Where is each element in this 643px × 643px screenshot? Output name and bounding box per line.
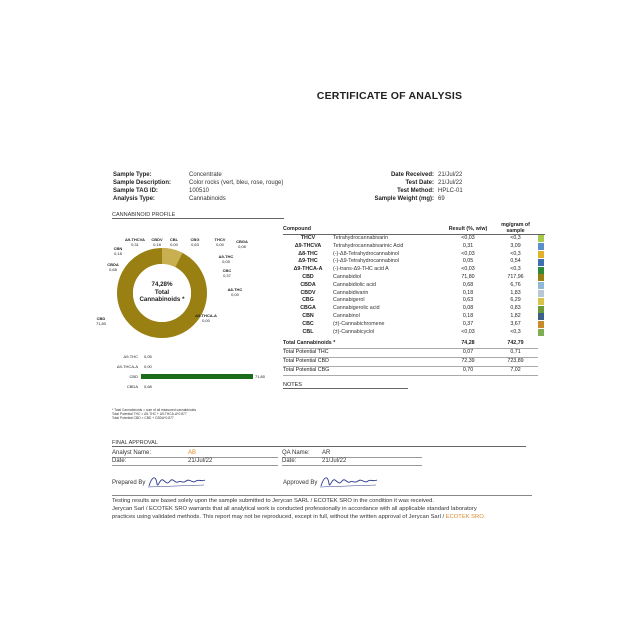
- table-row: [283, 305, 545, 313]
- compound-name: (-)-trans-Δ9-THC acid A: [333, 266, 389, 273]
- result-percent: 0,31: [462, 242, 474, 249]
- compound-name: Tetrahydrocannabivarin: [333, 235, 389, 241]
- test-method-label: Test Method:: [397, 188, 434, 194]
- compound-code: CBN: [302, 312, 314, 319]
- footer-disclaimer: [112, 495, 532, 522]
- compound-name: (-)-Δ9-Tetrahydrocannabinol: [333, 258, 399, 265]
- result-mg: <0,3: [510, 266, 521, 273]
- compound-name: Cannabinol: [333, 312, 360, 319]
- total-label: Total Potential CBG: [283, 366, 443, 375]
- color-swatch: [538, 282, 545, 290]
- table-row: [283, 290, 545, 298]
- compound-name: Cannabidivarin: [333, 289, 369, 296]
- donut-label-d9thcva: Δ9-THCVA 0,31: [125, 237, 145, 247]
- qa-date-value: 21/Jul/22: [322, 458, 347, 464]
- donut-label-d8thc: Δ8-THC 0,00: [227, 287, 243, 297]
- color-swatch: [538, 235, 545, 243]
- total-label: Total Potential CBD: [283, 357, 443, 366]
- donut-center-text: [138, 281, 186, 304]
- compound-code: Δ8-THC: [298, 250, 318, 257]
- page-title: CERTIFICATE OF ANALYSIS: [316, 90, 463, 102]
- compound-code: CBD: [302, 273, 314, 280]
- result-percent: 0,18: [462, 312, 474, 319]
- sample-values-left: [189, 171, 299, 203]
- total-mg: 7,02: [493, 366, 538, 375]
- donut-label-cbda: CBDA 0,68: [107, 262, 119, 272]
- table-row: [283, 282, 545, 290]
- result-mg: 6,29: [510, 297, 521, 304]
- donut-label-d9thcaa: Δ9-THCA-A 0,00: [195, 313, 217, 323]
- table-row: [283, 266, 545, 274]
- compound-code: CBDV: [300, 289, 316, 296]
- approved-by-label: Approved By: [283, 480, 318, 486]
- table-row: [283, 297, 545, 305]
- donut-center-line1: Total: [154, 288, 170, 296]
- table-row: [283, 235, 545, 243]
- color-swatch: [538, 251, 545, 259]
- analyst-name-label: Analyst Name:: [112, 450, 152, 456]
- compound-code: CBL: [302, 328, 314, 335]
- donut-label-cbn: CBN 0,18: [113, 246, 123, 256]
- color-swatch: [538, 329, 545, 337]
- sample-tag-label: Sample TAG ID:: [113, 188, 158, 194]
- compound-code: Δ9-THCVA: [294, 242, 322, 249]
- footnote-total-cbd: Total Potential CBD = CBD + CBDA*0.877: [112, 416, 174, 421]
- compound-code: CBGA: [300, 305, 316, 312]
- total-percent: 72,39: [443, 357, 493, 366]
- cannabinoid-bar-chart: [112, 354, 272, 394]
- compound-name: (-)-Δ8-Tetrahydrocannabinol: [333, 250, 399, 257]
- result-percent: 0,37: [462, 320, 474, 327]
- result-mg: 6,76: [510, 281, 521, 288]
- prepared-by-signature: [146, 472, 208, 490]
- donut-label-cbg: CBG 0,63: [190, 237, 200, 247]
- donut-label-cbga: CBGA 0,08: [236, 239, 248, 249]
- compound-code: THCV: [300, 235, 316, 241]
- total-row: [283, 357, 545, 366]
- header-compound: Compound: [283, 222, 333, 235]
- bar-value-d9thcaa: 0,00: [144, 364, 152, 369]
- results-table: [283, 222, 545, 389]
- sample-description-value: Color rocks (vert, bleu, rose, rouge): [189, 180, 284, 186]
- analyst-date-value: 21/Jul/22: [188, 458, 213, 464]
- result-percent: <0,03: [461, 250, 475, 257]
- bar-cbd: [141, 374, 253, 379]
- total-mg: 742,79: [493, 340, 538, 348]
- result-mg: <0,3: [510, 250, 521, 257]
- compound-name: Cannabidiol: [333, 273, 361, 280]
- total-percent: 0,07: [443, 349, 493, 358]
- sample-weight-label: Sample Weight (mg):: [374, 196, 434, 202]
- donut-slice-minor: [162, 256, 179, 260]
- color-swatch: [538, 274, 545, 282]
- result-percent: <0,03: [461, 328, 475, 335]
- donut-label-thcv: THCV 0,00: [214, 237, 226, 247]
- donut-label-d9thc: Δ9-THC 0,05: [218, 254, 234, 264]
- result-mg: 717,96: [507, 273, 524, 280]
- sample-tag-value: 100510: [189, 188, 210, 194]
- footnote-total-cannabinoids: * Total Cannabinoids = sum of all measured cannabinoids: [112, 408, 196, 412]
- donut-label-cbl: CBL 0,00: [169, 237, 179, 247]
- sample-description-label: Sample Description:: [113, 180, 172, 186]
- test-method-value: HPLC-01: [438, 188, 463, 194]
- table-row: [283, 251, 545, 259]
- bar-label-cbd: CBD: [129, 374, 138, 379]
- date-received-value: 21/Jul/22: [438, 172, 463, 178]
- table-row: [283, 321, 545, 329]
- color-swatch: [538, 321, 545, 329]
- result-mg: 1,82: [510, 312, 521, 319]
- color-swatch: [538, 258, 545, 266]
- qa-name-label: QA Name:: [282, 450, 310, 456]
- result-mg: 0,83: [510, 305, 521, 312]
- compound-name: (±)-Cannabicyclol: [333, 328, 375, 335]
- donut-center-percent: 74,28%: [151, 281, 173, 288]
- result-percent: 0,68: [462, 281, 474, 288]
- header-name-spacer: [333, 222, 443, 235]
- total-label: Total Potential THC: [283, 349, 443, 358]
- total-percent: 74,28: [443, 340, 493, 348]
- total-mg: 0,71: [493, 349, 538, 358]
- test-date-label: Test Date:: [405, 180, 434, 186]
- qa-date-row: [282, 457, 422, 466]
- sample-weight-value: 69: [438, 196, 445, 202]
- qa-name-value: AR: [322, 450, 331, 456]
- result-mg: 3,09: [510, 242, 521, 249]
- total-row: [283, 366, 545, 375]
- footnote-total-thc: Total Potential THC = Δ9-THC + Δ9-THCA-A*0.877: [112, 412, 187, 417]
- notes-label: NOTES: [283, 382, 408, 389]
- date-received-label: Date Received:: [390, 172, 434, 178]
- table-row: [283, 258, 545, 266]
- bar-label-d9thc: Δ9-THC: [123, 354, 138, 359]
- table-row: [283, 243, 545, 251]
- table-row: [283, 274, 545, 282]
- header-swatch-spacer: [538, 222, 545, 235]
- analysis-type-label: Analysis Type:: [113, 196, 155, 202]
- chart-footnotes: [112, 408, 232, 421]
- color-swatch: [538, 243, 545, 251]
- compound-code: CBDA: [300, 281, 316, 288]
- final-approval-heading: FINAL APPROVAL: [112, 440, 526, 447]
- bar-value-d9thc: 0,05: [144, 354, 152, 359]
- donut-label-cbdv: CBDV 0,18: [151, 237, 163, 247]
- total-label: Total Cannabinoids *: [283, 340, 443, 348]
- compound-name: Cannabigerolic acid: [333, 305, 380, 312]
- sample-type-value: Concentrate: [189, 172, 222, 178]
- donut-label-cbc: CBC 0,37: [222, 268, 232, 278]
- footer-line-2: Jerycan Sarl / ECOTEK SRO warrants that all analytical work is conducted professionally in accordance with all applicable standard laboratory: [112, 506, 477, 513]
- compound-code: CBG: [302, 297, 314, 304]
- analyst-date-row: [112, 457, 278, 466]
- bar-value-cbd: 71,80: [255, 374, 266, 379]
- bar-label-d9thcaa: Δ9-THCA-A: [116, 364, 138, 369]
- color-swatch: [538, 297, 545, 305]
- result-percent: 71,80: [461, 273, 475, 280]
- footer-line-1: Testing results are based solely upon the sample submitted to Jerycan SARL / ECOTEK SRO in the condition it was received.: [112, 498, 434, 504]
- result-percent: 0,05: [462, 258, 474, 265]
- compound-code: CBC: [302, 320, 314, 327]
- test-date-value: 21/Jul/22: [438, 180, 463, 186]
- result-mg: 1,83: [510, 289, 521, 296]
- bar-value-cbda: 0,68: [144, 384, 152, 389]
- total-row: [283, 349, 545, 358]
- analyst-date-label: Date:: [112, 458, 127, 464]
- color-swatch: [538, 305, 545, 313]
- result-percent: 0,08: [462, 305, 474, 312]
- sample-values-right: [438, 171, 498, 203]
- result-percent: <0,03: [461, 235, 475, 241]
- color-swatch: [538, 313, 545, 321]
- result-percent: 0,18: [462, 289, 474, 296]
- header-mg: mg/gram of sample: [493, 222, 538, 235]
- compound-name: Cannabidiolic acid: [333, 281, 376, 288]
- footer-line-3: practices using validated methods. This report may not be reproduced, except in full, without the written approval of Jerycan Sarl / ECOTEK SRO.: [112, 514, 486, 521]
- qa-date-label: Date:: [282, 458, 297, 464]
- bar-label-cbda: CBDA: [126, 384, 138, 389]
- result-mg: 3,67: [510, 320, 521, 327]
- total-percent: 0,70: [443, 366, 493, 375]
- cannabinoid-profile-heading: CANNABINOID PROFILE: [112, 212, 284, 219]
- sample-labels-left: [113, 171, 193, 203]
- compound-name: (±)-Cannabichromene: [333, 320, 385, 327]
- result-percent: <0,03: [461, 266, 475, 273]
- total-mg: 723,89: [493, 357, 538, 366]
- analysis-type-value: Cannabinoids: [189, 196, 226, 202]
- compound-name: Tetrahydrocannabivarinic Acid: [333, 242, 404, 249]
- approved-by-signature: [318, 472, 380, 490]
- prepared-by-label: Prepared By: [112, 480, 146, 486]
- compound-code: Δ9-THC: [298, 258, 318, 265]
- color-swatch: [538, 290, 545, 298]
- results-header-row: [283, 222, 545, 235]
- result-mg: <0,3: [510, 328, 521, 335]
- result-percent: 0,63: [462, 297, 474, 304]
- analyst-name-value: AB: [188, 450, 197, 456]
- total-row: [283, 340, 545, 348]
- table-row: [283, 329, 545, 337]
- compound-name: Cannabigerol: [333, 297, 365, 304]
- donut-center-line2: Cannabinoids *: [139, 296, 185, 303]
- color-swatch: [538, 266, 545, 274]
- sample-type-label: Sample Type:: [113, 172, 152, 178]
- donut-label-cbd: CBD 71,80: [95, 316, 106, 326]
- result-mg: 0,54: [510, 258, 521, 265]
- header-result: Result (%, w/w): [443, 222, 493, 235]
- sample-labels-right: [330, 171, 434, 203]
- table-row: [283, 313, 545, 321]
- compound-code: Δ9-THCA-A: [293, 266, 323, 273]
- result-mg: <0,3: [510, 235, 521, 241]
